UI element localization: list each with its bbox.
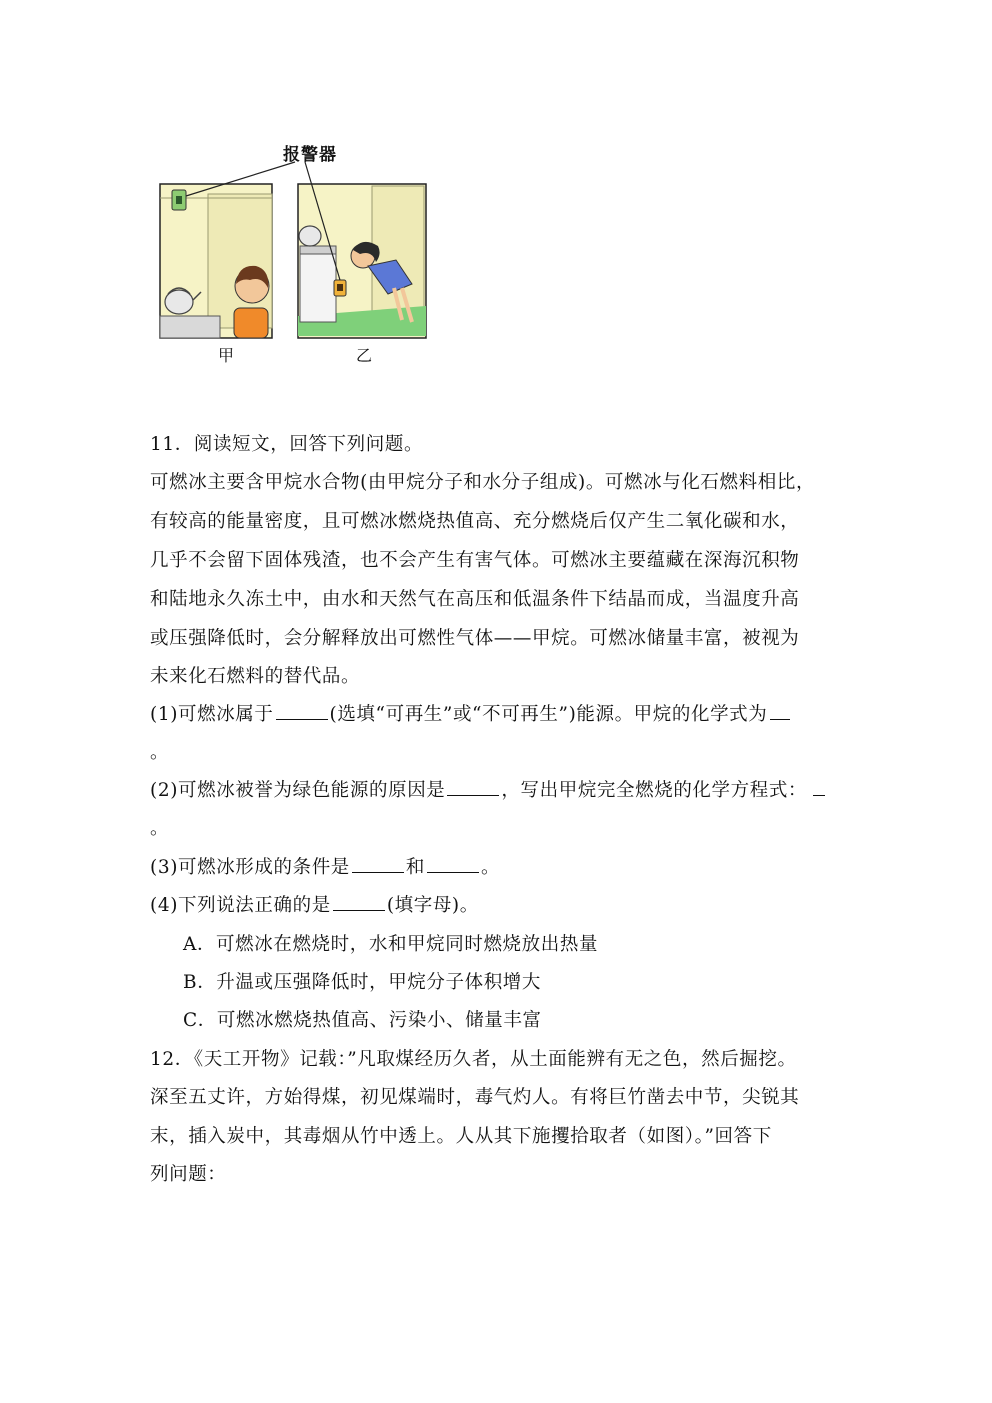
answer-blank[interactable] — [352, 858, 404, 873]
answer-blank[interactable] — [813, 781, 825, 796]
q11-sub3-text: (3)可燃冰形成的条件是 — [150, 857, 350, 878]
answer-blank[interactable] — [276, 705, 328, 720]
option-b[interactable]: B．升温或压强降低时，甲烷分子体积增大 — [183, 972, 541, 993]
q11-sub3-text: 。 — [481, 857, 501, 878]
kitchen-illustration — [150, 138, 450, 368]
q11-sub3 — [150, 853, 500, 879]
option-c[interactable]: C．可燃冰燃烧热值高、污染小、储量丰富 — [183, 1010, 542, 1031]
q11-sub1-text: (1)可燃冰属于 — [150, 704, 274, 725]
answer-blank[interactable] — [427, 858, 479, 873]
q11-passage-line: 可燃冰主要含甲烷水合物(由甲烷分子和水分子组成)。可燃冰与化石燃料相比， — [150, 472, 816, 493]
caption-jia: 甲 — [218, 346, 235, 365]
q11-passage-line: 和陆地永久冻土中，由水和天然气在高压和低温条件下结晶而成，当温度升高 — [150, 589, 800, 610]
q11-sub4-text: (4)下列说法正确的是 — [150, 895, 331, 916]
q12-text: 《天工开物》记载：”凡取煤经历久者，从土面能辨有无之色，然后掘挖。 — [193, 1049, 797, 1070]
q11-sub2-text: ，写出甲烷完全燃烧的化学方程式： — [501, 780, 808, 801]
alarm-figure — [150, 138, 450, 368]
q11-sub1 — [150, 700, 790, 726]
q11-heading — [150, 430, 423, 456]
q11-passage-line: 几乎不会留下固体残渣，也不会产生有害气体。可燃冰主要蕴藏在深海沉积物 — [150, 550, 800, 571]
q11-passage-line: 或压强降低时，会分解释放出可燃性气体——甲烷。可燃冰储量丰富，被视为 — [150, 628, 800, 649]
answer-blank[interactable] — [770, 705, 790, 720]
alarm-label: 报警器 — [283, 145, 337, 165]
q11-passage-line: 未来化石燃料的替代品。 — [150, 666, 361, 687]
option-a[interactable]: A．可燃冰在燃烧时，水和甲烷同时燃烧放出热量 — [183, 934, 599, 955]
q12-line — [150, 1045, 797, 1071]
q11-stem: 阅读短文，回答下列问题。 — [193, 434, 424, 455]
q11-sub4-text: (填字母)。 — [386, 895, 479, 916]
q11-sub1-text: (选填“可再生”或“不可再生”)能源。甲烷的化学式为 — [329, 704, 768, 725]
q11-sub2-end: 。 — [150, 818, 170, 839]
q12-line: 深至五丈许，方始得煤，初见煤端时，毒气灼人。有将巨竹凿去中节，尖锐其 — [150, 1087, 800, 1108]
q12-number: 12． — [150, 1049, 194, 1070]
q11-sub1-end: 。 — [150, 742, 170, 763]
q11-passage-line: 有较高的能量密度，且可燃冰燃烧热值高、充分燃烧后仅产生二氧化碳和水， — [150, 511, 800, 532]
q11-number: 11． — [150, 434, 194, 455]
q12-line: 末，插入炭中，其毒烟从竹中透上。人从其下施攫拾取者（如图）。”回答下 — [150, 1126, 772, 1147]
q11-sub2-text: (2)可燃冰被誉为绿色能源的原因是 — [150, 780, 446, 801]
q11-sub3-text: 和 — [405, 857, 426, 878]
caption-yi: 乙 — [356, 346, 373, 365]
answer-blank[interactable] — [333, 896, 385, 911]
q11-sub4 — [150, 891, 479, 917]
q11-sub2 — [150, 776, 825, 802]
q12-line: 列问题： — [150, 1164, 227, 1185]
answer-blank[interactable] — [447, 781, 499, 796]
